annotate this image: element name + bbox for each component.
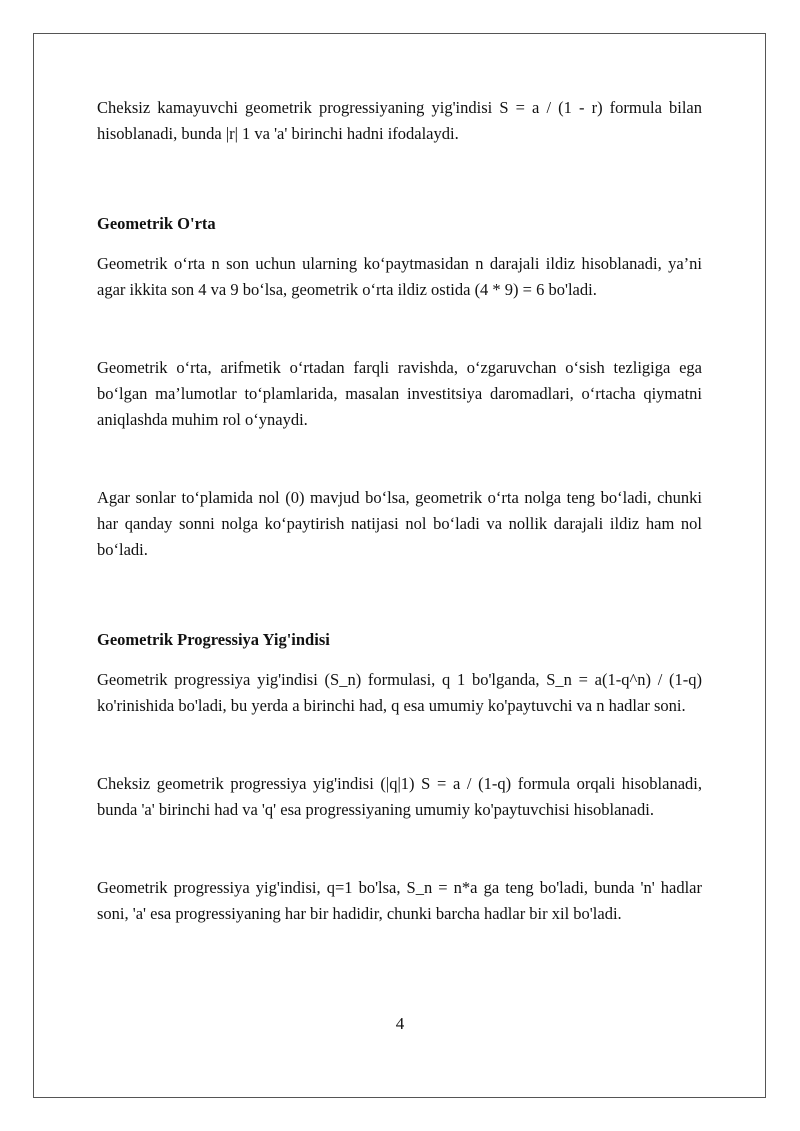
paragraph-infinite-decreasing-sum: Cheksiz kamayuvchi geometrik progressiyaning yig'indisi S = a / (1 - r) formula bilan hisoblanadi, bunda |r| 1 va 'a' birinchi hadni ifodalaydi. bbox=[97, 98, 702, 143]
paragraph-infinite-sum-formula: Cheksiz geometrik progressiya yig'indisi (|q|1) S = a / (1-q) formula orqali hisoblanadi, bunda 'a' birinchi had va 'q' esa progressiyaning umumiy ko'paytuvchisi hisoblanadi. bbox=[97, 774, 702, 819]
heading-geometric-mean: Geometrik O'rta bbox=[97, 214, 216, 233]
paragraph-geometric-mean-usage: Geometrik o‘rta, arifmetik o‘rtadan farqli ravishda, o‘zgaruvchan o‘sish tezligiga ega bo‘lgan ma’lumotlar to‘plamlarida, masalan investitsiya daromadlari, o‘rtacha qiymatni aniqlashda muhim rol o‘ynaydi. bbox=[97, 358, 702, 429]
paragraph-finite-sum-formula: Geometrik progressiya yig'indisi (S_n) formulasi, q 1 bo'lganda, S_n = a(1-q^n) / (1-q) ko'rinishida bo'ladi, bu yerda a birinchi had, q esa umumiy ko'paytuvchi va n hadlar soni. bbox=[97, 670, 702, 715]
paragraph-geometric-mean-definition: Geometrik o‘rta n son uchun ularning ko‘paytmasidan n darajali ildiz hisoblanadi, ya’ni agar ikkita son 4 va 9 bo‘lsa, geometrik o‘rta ildiz ostida (4 * 9) = 6 bo'ladi. bbox=[97, 254, 702, 299]
page-content bbox=[97, 95, 702, 927]
paragraph-geometric-mean-zero: Agar sonlar to‘plamida nol (0) mavjud bo‘lsa, geometrik o‘rta nolga teng bo‘ladi, chunki har qanday sonni nolga ko‘paytirish natijasi nol bo‘ladi va nollik darajali ildiz ham nol bo‘ladi. bbox=[97, 488, 702, 559]
heading-geometric-progression-sum: Geometrik Progressiya Yig'indisi bbox=[97, 630, 330, 649]
paragraph-sum-q-equals-one: Geometrik progressiya yig'indisi, q=1 bo'lsa, S_n = n*a ga teng bo'ladi, bunda 'n' hadlar soni, 'a' esa progressiyaning har bir hadidir, chunki barcha hadlar bir xil bo'ladi. bbox=[97, 878, 702, 923]
page-number: 4 bbox=[395, 1014, 405, 1033]
